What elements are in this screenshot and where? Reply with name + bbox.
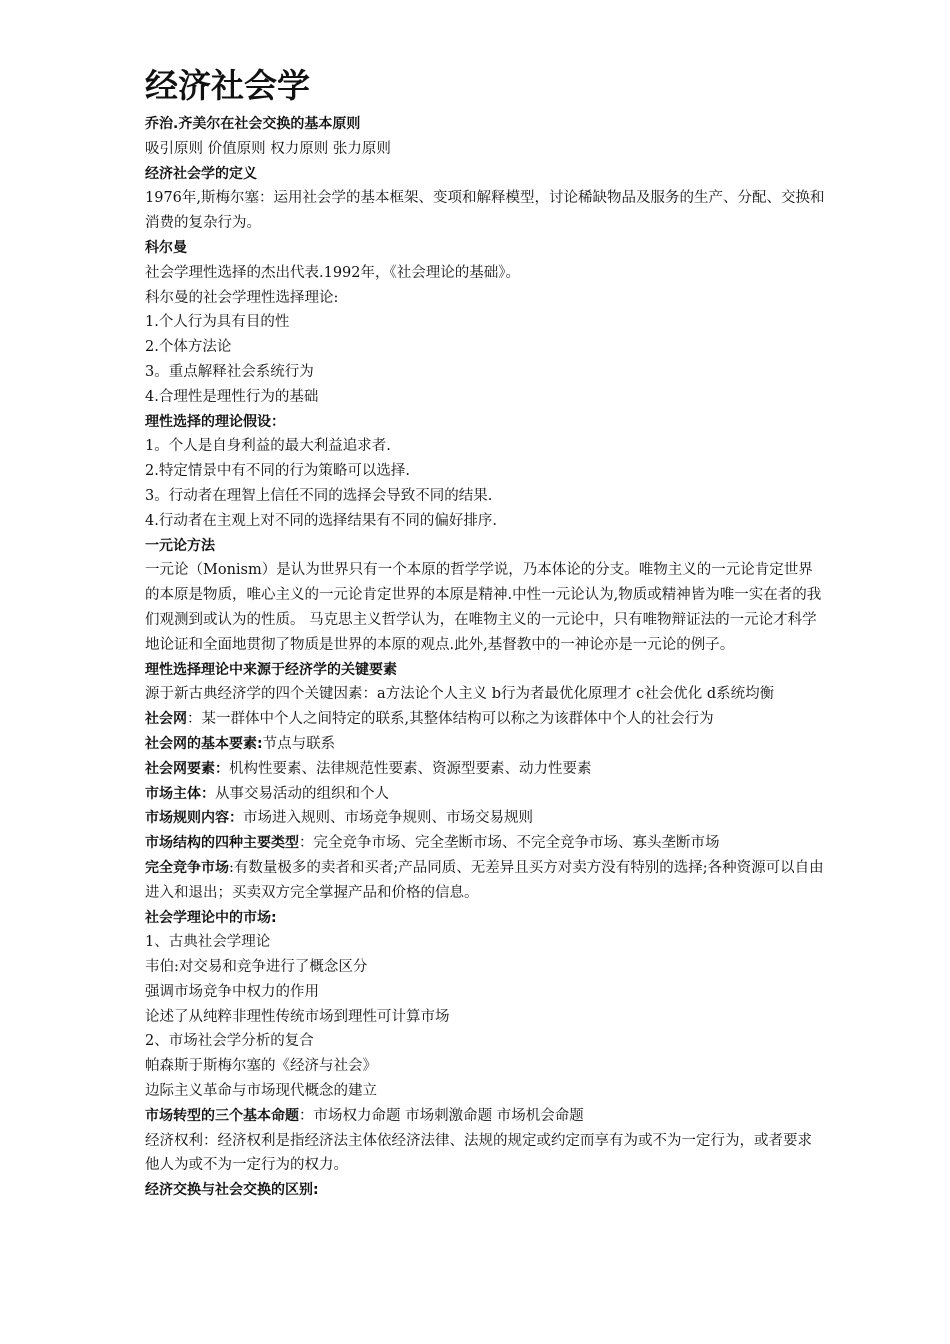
document-page (145, 62, 825, 1203)
bold-heading: 经济交换与社会交换的区别: (145, 1182, 319, 1199)
paragraph-text: ：完全竞争市场、完全垄断市场、不完全竞争市场、寡头垄断市场 (299, 835, 720, 852)
bold-heading: 科尔曼 (145, 239, 187, 256)
paragraph (145, 831, 825, 856)
paragraph-text: 2.特定情景中有不同的行为策略可以选择. (145, 463, 410, 480)
bold-heading: 社会网要素： (145, 760, 229, 777)
paragraph (145, 856, 825, 906)
paragraph (145, 137, 825, 162)
paragraph-text: 科尔曼的社会学理性选择理论: (145, 289, 339, 306)
paragraph-text: 1976年,斯梅尔塞：运用社会学的基本框架、变项和解释模型，讨论稀缺物品及服务的生产、分配、交换和消费的复杂行为。 (145, 190, 825, 232)
paragraph (145, 906, 825, 931)
paragraph (145, 955, 825, 980)
paragraph-text: 源于新古典经济学的四个关键因素：a方法论个人主义 b行为者最优化原理才 c社会优化 d系统均衡 (145, 686, 775, 703)
paragraph (145, 261, 825, 286)
bold-heading: 社会网 (145, 711, 187, 728)
paragraph (145, 782, 825, 807)
document-body (145, 112, 825, 1203)
paragraph-text: 一元论（Monism）是认为世界只有一个本原的哲学学说，乃本体论的分支。唯物主义的一元论肯定世界的本原是物质，唯心主义的一元论肯定世界的本原是精神.中性一元论认为,物质或精神皆为唯一实在者的我们观测到或认为的性质。 马克思主义哲学认为，在唯物主义的一元论中，只有唯物辩证法的一元论才科学地论证和全面地贯彻了物质是世界的本原的观点.此外,基督教中的一神论亦是一元论的例子。 (145, 562, 822, 653)
paragraph (145, 360, 825, 385)
paragraph-text: 从事交易活动的组织和个人 (215, 785, 389, 802)
paragraph-text: 节点与联系 (262, 735, 336, 752)
bold-heading: 市场规则内容： (145, 810, 243, 827)
paragraph (145, 1029, 825, 1054)
paragraph-text: 4.行动者在主观上对不同的选择结果有不同的偏好排序. (145, 512, 497, 529)
document-title: 经济社会学 (145, 66, 310, 105)
bold-heading: 市场主体： (145, 785, 215, 802)
bold-heading: 一元论方法 (145, 537, 215, 554)
bold-heading: 乔治.齐美尔在社会交换的基本原则 (145, 116, 361, 132)
paragraph (145, 186, 825, 236)
paragraph-text: 1.个人行为具有目的性 (145, 314, 290, 331)
paragraph-text: 强调市场竞争中权力的作用 (145, 983, 319, 1000)
paragraph-text: 机构性要素、法律规范性要素、资源型要素、动力性要素 (229, 760, 592, 777)
paragraph-text: 4.合理性是理性行为的基础 (145, 388, 319, 405)
paragraph-text: 社会学理性选择的杰出代表.1992年，《社会理论的基础》。 (145, 264, 521, 281)
paragraph (145, 732, 825, 757)
paragraph (145, 1079, 825, 1104)
paragraph-text: 论述了从纯粹非理性传统市场到理性可计算市场 (145, 1008, 450, 1025)
paragraph (145, 484, 825, 509)
paragraph-text: ：市场权力命题 市场刺激命题 市场机会命题 (299, 1107, 584, 1124)
paragraph (145, 1005, 825, 1030)
paragraph (145, 335, 825, 360)
paragraph (145, 1054, 825, 1079)
bold-heading: 理性选择理论中来源于经济学的关键要素 (145, 661, 397, 678)
paragraph-text: 经济权利：经济权利是指经济法主体依经济法律、法规的规定或约定而享有为或不为一定行为，或者要求他人为或不为一定行为的权力。 (145, 1132, 812, 1174)
paragraph (145, 558, 825, 657)
bold-heading: 市场转型的三个基本命题 (145, 1107, 299, 1124)
paragraph (145, 930, 825, 955)
paragraph-text: ：某一群体中个人之间特定的联系,其整体结构可以称之为该群体中个人的社会行为 (187, 711, 714, 728)
paragraph (145, 459, 825, 484)
paragraph-text: 2、市场社会学分析的复合 (145, 1033, 314, 1050)
paragraph (145, 757, 825, 782)
paragraph (145, 1178, 825, 1203)
paragraph (145, 806, 825, 831)
paragraph (145, 286, 825, 311)
bold-heading: 完全竞争市场 (145, 859, 229, 876)
paragraph (145, 682, 825, 707)
paragraph (145, 509, 825, 534)
paragraph-text: 3。行动者在理智上信任不同的选择会导致不同的结果. (145, 487, 493, 504)
paragraph (145, 534, 825, 559)
paragraph (145, 385, 825, 410)
paragraph (145, 310, 825, 335)
paragraph-text: 市场进入规则、市场竞争规则、市场交易规则 (243, 810, 533, 827)
bold-heading: 社会学理论中的市场: (145, 909, 277, 926)
paragraph (145, 162, 825, 187)
bold-heading: 市场结构的四种主要类型 (145, 835, 299, 852)
bold-heading: 理性选择的理论假设： (145, 413, 285, 430)
paragraph-text: 边际主义革命与市场现代概念的建立 (145, 1083, 377, 1100)
paragraph (145, 410, 825, 435)
paragraph-text: 帕森斯于斯梅尔塞的《经济与社会》 (145, 1058, 377, 1075)
paragraph-text: 3。重点解释社会系统行为 (145, 363, 314, 380)
paragraph (145, 658, 825, 683)
paragraph (145, 434, 825, 459)
paragraph (145, 236, 825, 261)
bold-heading: 经济社会学的定义 (145, 165, 257, 182)
paragraph (145, 980, 825, 1005)
paragraph (145, 1104, 825, 1129)
paragraph-text: 1、古典社会学理论 (145, 934, 271, 951)
bold-heading: 社会网的基本要素: (145, 735, 263, 752)
paragraph (145, 112, 825, 137)
paragraph-text: :有数量极多的卖者和买者;产品同质、无差异且买方对卖方没有特别的选择;各种资源可以自由进入和退出；买卖双方完全掌握产品和价格的信息。 (145, 859, 824, 901)
paragraph-text: 2.个体方法论 (145, 339, 232, 356)
paragraph (145, 1129, 825, 1179)
paragraph-text: 韦伯:对交易和竞争进行了概念区分 (145, 959, 368, 976)
paragraph-text: 吸引原则 价值原则 权力原则 张力原则 (145, 140, 391, 157)
paragraph-text: 1。个人是自身利益的最大利益追求者. (145, 438, 391, 455)
paragraph (145, 707, 825, 732)
